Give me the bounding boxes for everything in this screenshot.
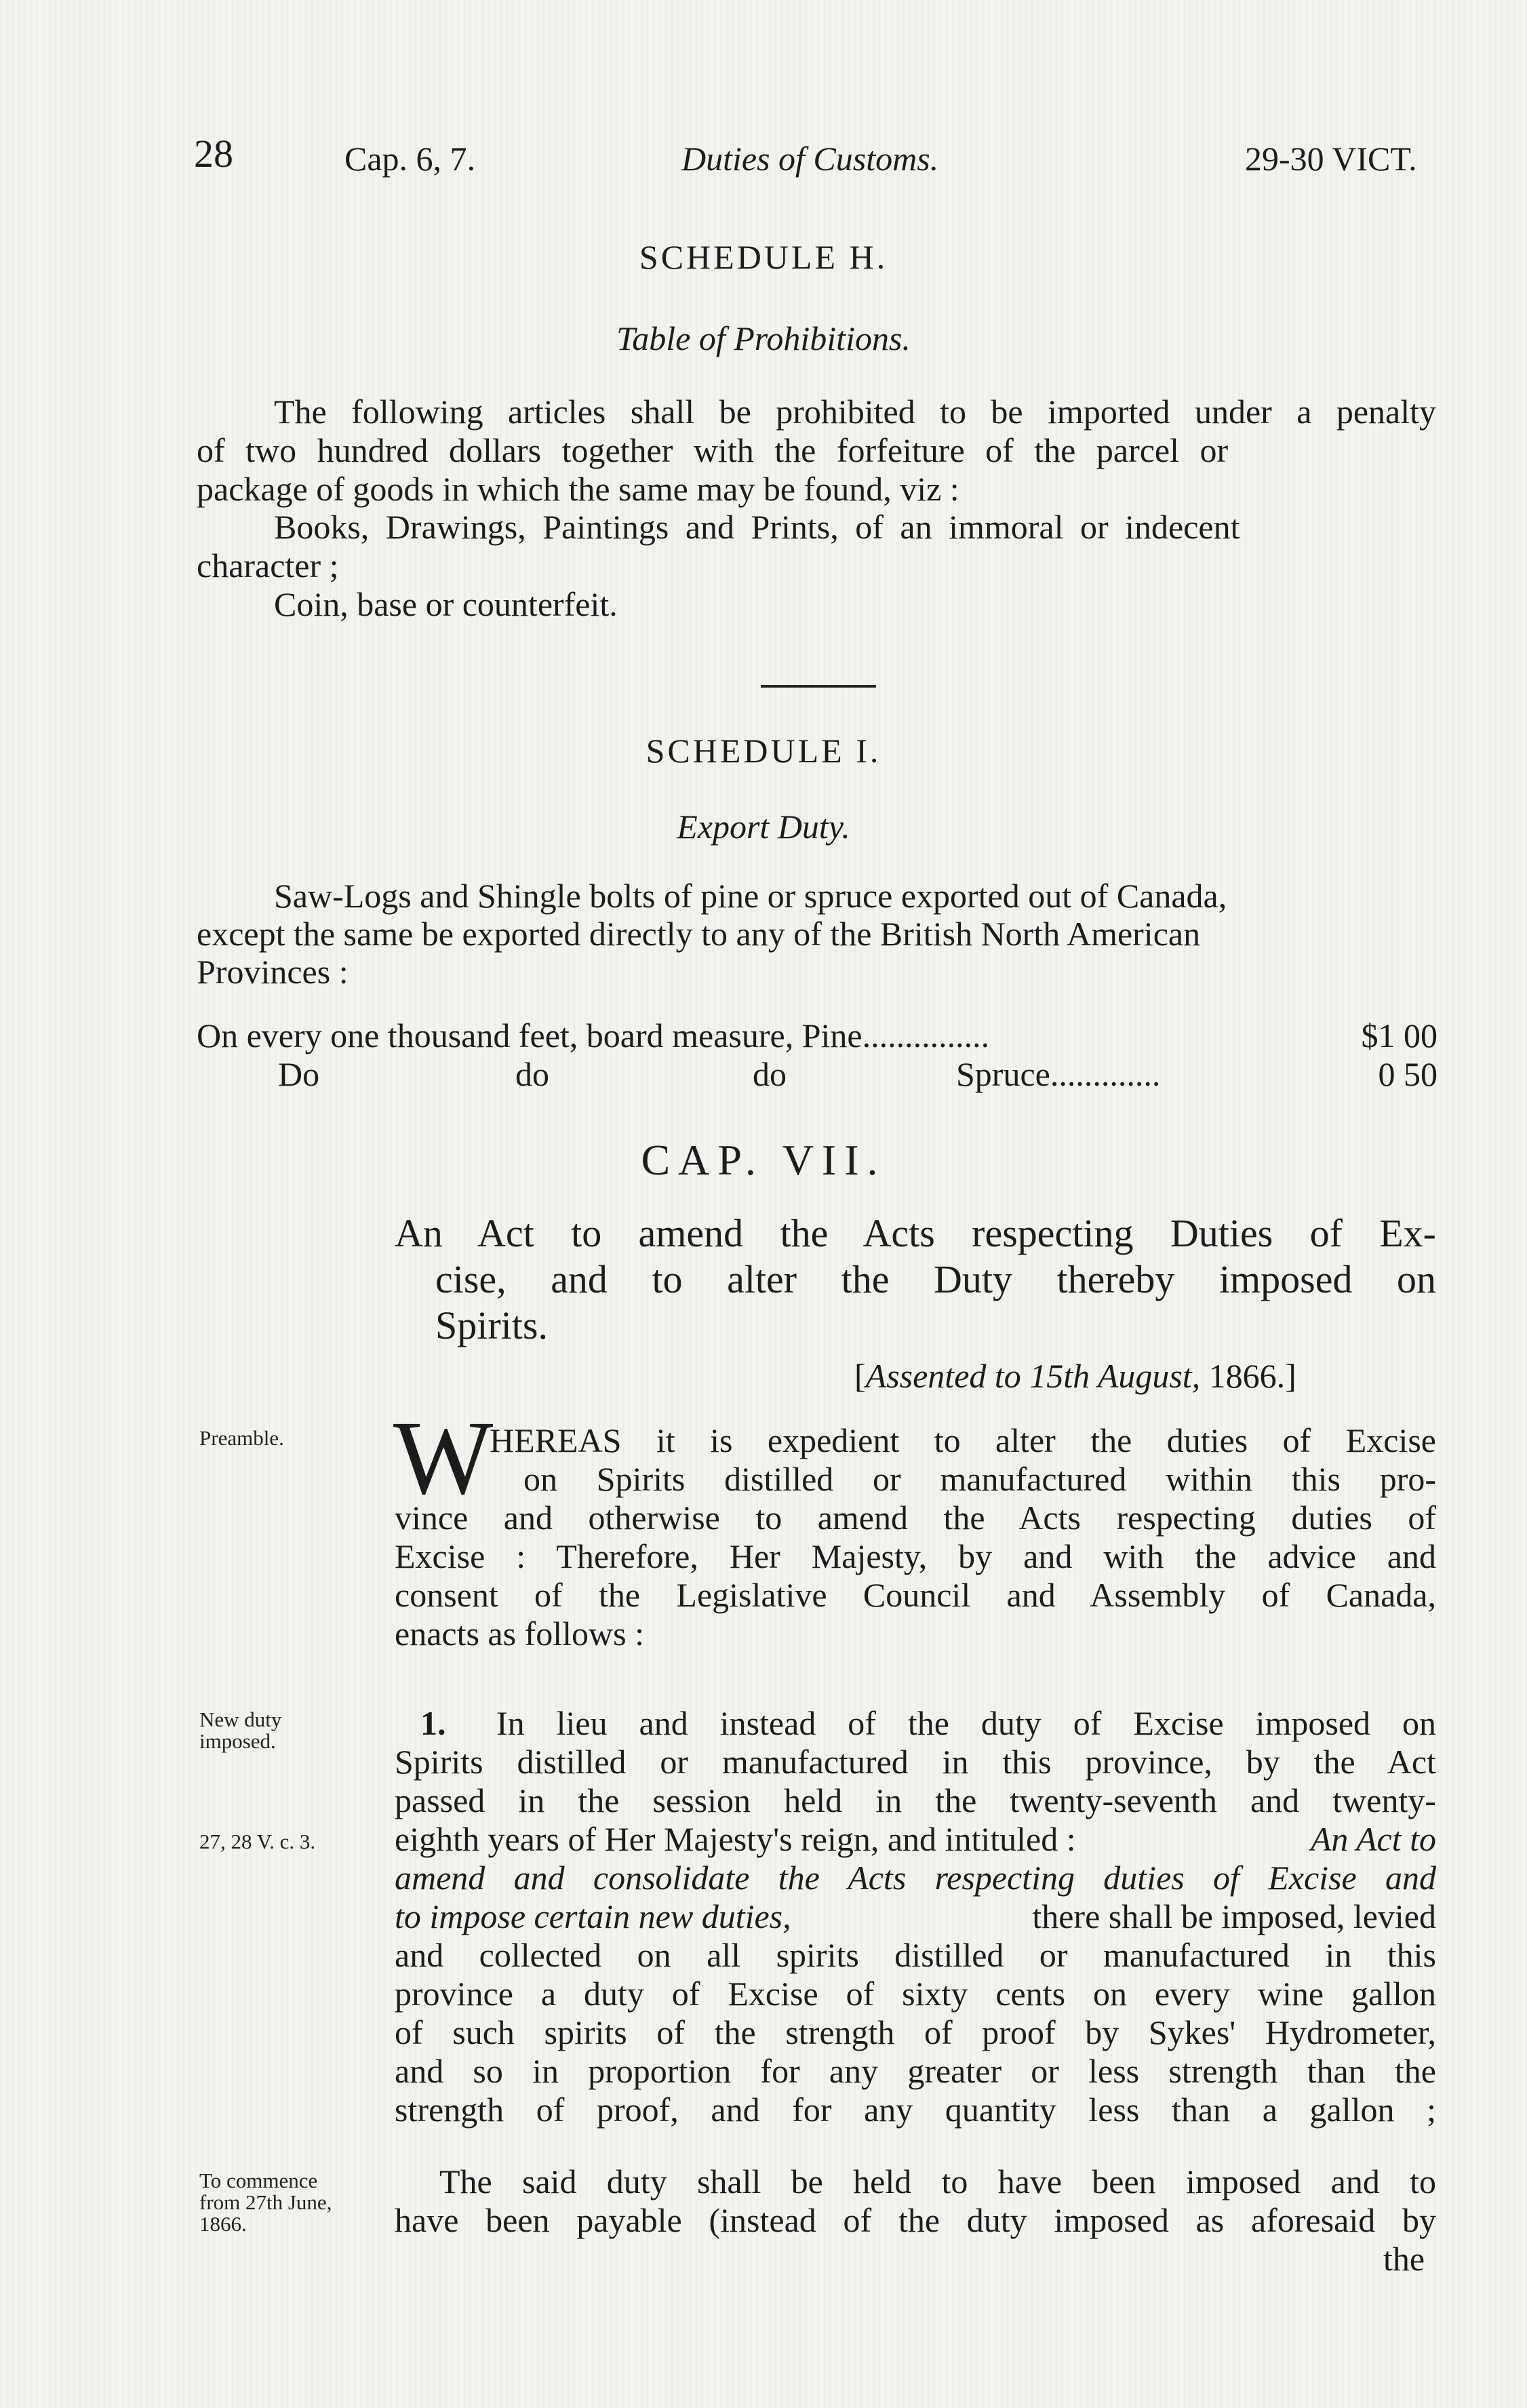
note-line: 1866. bbox=[199, 2212, 247, 2236]
note-line: imposed. bbox=[199, 1729, 276, 1753]
ditto: Do bbox=[278, 1055, 320, 1093]
dot-leader: ............... bbox=[862, 1017, 990, 1054]
rate-row-pine bbox=[197, 1016, 1437, 1055]
text: province a duty of Excise of sixty cents on every wine gallon bbox=[395, 1975, 1436, 2013]
section-2-line bbox=[395, 2200, 1436, 2240]
catchword: the bbox=[1383, 2240, 1425, 2278]
text: cise, and to alter the Duty thereby imposed on bbox=[435, 1257, 1436, 1301]
text: HEREAS it is expedient to alter the duties of Excise bbox=[490, 1421, 1436, 1459]
text: strength of proof, and for any quantity less than a gallon ; bbox=[395, 2091, 1436, 2129]
rate-kind bbox=[956, 1054, 1160, 1094]
section-1-line bbox=[395, 1781, 1436, 1820]
rate-amount: 0 50 bbox=[1378, 1055, 1437, 1093]
text: Excise : Therefore, Her Majesty, by and with the advice and bbox=[395, 1537, 1436, 1575]
schedule-h-subheading: Table of Prohibitions. bbox=[616, 319, 911, 357]
drop-cap: W bbox=[393, 1399, 494, 1516]
schedule-i-paragraph-line: except the same be exported directly to any of the British North American bbox=[197, 915, 1201, 953]
text: Spirits distilled or manufactured in this province, by the Act bbox=[395, 1743, 1436, 1781]
dot-leader: ............. bbox=[1050, 1055, 1161, 1093]
preamble-line bbox=[395, 1498, 1436, 1537]
text: An Act to amend the Acts respecting Duties of Ex- bbox=[395, 1211, 1436, 1255]
margin-note-statute: 27, 28 V. c. 3. bbox=[199, 1830, 316, 1853]
section-1-line bbox=[395, 1819, 1436, 1859]
prohibited-item: Books, Drawings, Paintings and Prints, of an immoral or indecent bbox=[274, 508, 1240, 546]
margin-note-new-duty bbox=[199, 1709, 281, 1752]
text: there shall be imposed, levied bbox=[1032, 1897, 1436, 1935]
note-line: To commence bbox=[199, 2169, 318, 2192]
section-1-line bbox=[395, 1742, 1436, 1781]
text: and so in proportion for any greater or less strength than the bbox=[395, 2052, 1436, 2090]
section-divider bbox=[761, 685, 876, 688]
text: The said duty shall be held to have been imposed and to bbox=[439, 2163, 1436, 2200]
section-1-line bbox=[395, 1974, 1436, 2013]
prohibited-item: character ; bbox=[197, 547, 339, 585]
schedule-h-paragraph-line bbox=[274, 392, 1436, 431]
margin-note-commence bbox=[199, 2170, 332, 2235]
text: have been payable (instead of the duty imposed as aforesaid by bbox=[395, 2201, 1436, 2239]
rate-amount: $1 00 bbox=[1361, 1017, 1437, 1054]
schedule-i-subheading: Export Duty. bbox=[677, 808, 850, 846]
section-1-line bbox=[395, 1897, 1436, 1936]
schedule-h-heading: SCHEDULE H. bbox=[639, 238, 888, 276]
act-title-line bbox=[435, 1257, 1436, 1302]
schedule-h-paragraph-line: package of goods in which the same may be found, viz : bbox=[197, 470, 959, 508]
preamble-line bbox=[523, 1459, 1436, 1499]
assent-date: [Assented to 15th August, 1866.] bbox=[854, 1357, 1296, 1395]
assent-text: Assented to 15th August, bbox=[865, 1357, 1201, 1395]
schedule-i-paragraph-line: Saw-Logs and Shingle bolts of pine or spruce exported out of Canada, bbox=[274, 877, 1227, 915]
prohibited-item: Coin, base or counterfeit. bbox=[274, 585, 618, 623]
section-1-line bbox=[395, 1858, 1436, 1897]
text: vince and otherwise to amend the Acts respecting duties of bbox=[395, 1499, 1436, 1537]
act-citation: amend and consolidate the Acts respecting duties of Excise and bbox=[395, 1859, 1436, 1897]
preamble-line: enacts as follows : bbox=[395, 1615, 644, 1653]
assent-year: 1866. bbox=[1208, 1357, 1286, 1395]
preamble-line bbox=[490, 1421, 1436, 1460]
section-1-line bbox=[395, 2051, 1436, 2091]
ditto: do bbox=[515, 1055, 549, 1093]
rate-description: On every one thousand feet, board measure, Pine bbox=[197, 1017, 862, 1054]
preamble-line bbox=[395, 1537, 1436, 1576]
text: eighth years of Her Majesty's reign, and intituled : bbox=[395, 1820, 1076, 1858]
section-number: 1. bbox=[420, 1704, 446, 1742]
ditto: do bbox=[753, 1055, 787, 1093]
running-title: Duties of Customs. bbox=[681, 140, 939, 178]
act-title-line: Spirits. bbox=[435, 1303, 548, 1347]
schedule-i-heading: SCHEDULE I. bbox=[646, 732, 881, 770]
text: In lieu and instead of the duty of Excise imposed on bbox=[496, 1704, 1436, 1742]
section-1-line bbox=[395, 2013, 1436, 2052]
text: consent of the Legislative Council and Assembly of Canada, bbox=[395, 1576, 1436, 1614]
section-1-line bbox=[395, 2090, 1436, 2129]
section-2-line bbox=[439, 2162, 1436, 2201]
chapter-ref: Cap. 6, 7. bbox=[344, 140, 476, 178]
act-citation: to impose certain new duties, bbox=[395, 1897, 791, 1935]
schedule-h-paragraph-line: of two hundred dollars together with the forfeiture of the parcel or bbox=[197, 431, 1229, 469]
text: passed in the session held in the twenty-seventh and twenty- bbox=[395, 1781, 1436, 1819]
act-citation: An Act to bbox=[1310, 1820, 1436, 1858]
regnal-year: 29-30 VICT. bbox=[1245, 140, 1417, 178]
cap-heading: CAP. VII. bbox=[641, 1136, 886, 1184]
text: and collected on all spirits distilled or manufactured in this bbox=[395, 1936, 1436, 1974]
text: The following articles shall be prohibited to be imported under a penalty bbox=[274, 393, 1436, 431]
act-title-line bbox=[395, 1211, 1436, 1256]
note-line: from 27th June, bbox=[199, 2190, 332, 2214]
section-1-line bbox=[395, 1935, 1436, 1975]
rate-row-spruce bbox=[197, 1054, 1437, 1094]
text: of such spirits of the strength of proof by Sykes' Hydrometer, bbox=[395, 2013, 1436, 2051]
page-number: 28 bbox=[194, 132, 233, 176]
margin-note-preamble: Preamble. bbox=[199, 1426, 284, 1450]
text: on Spirits distilled or manufactured within this pro- bbox=[523, 1460, 1436, 1498]
schedule-i-paragraph-line: Provinces : bbox=[197, 953, 349, 991]
section-1-line bbox=[420, 1703, 1436, 1743]
preamble-line bbox=[395, 1575, 1436, 1615]
kind-label: Spruce bbox=[956, 1055, 1050, 1093]
note-line: New duty bbox=[199, 1708, 282, 1731]
